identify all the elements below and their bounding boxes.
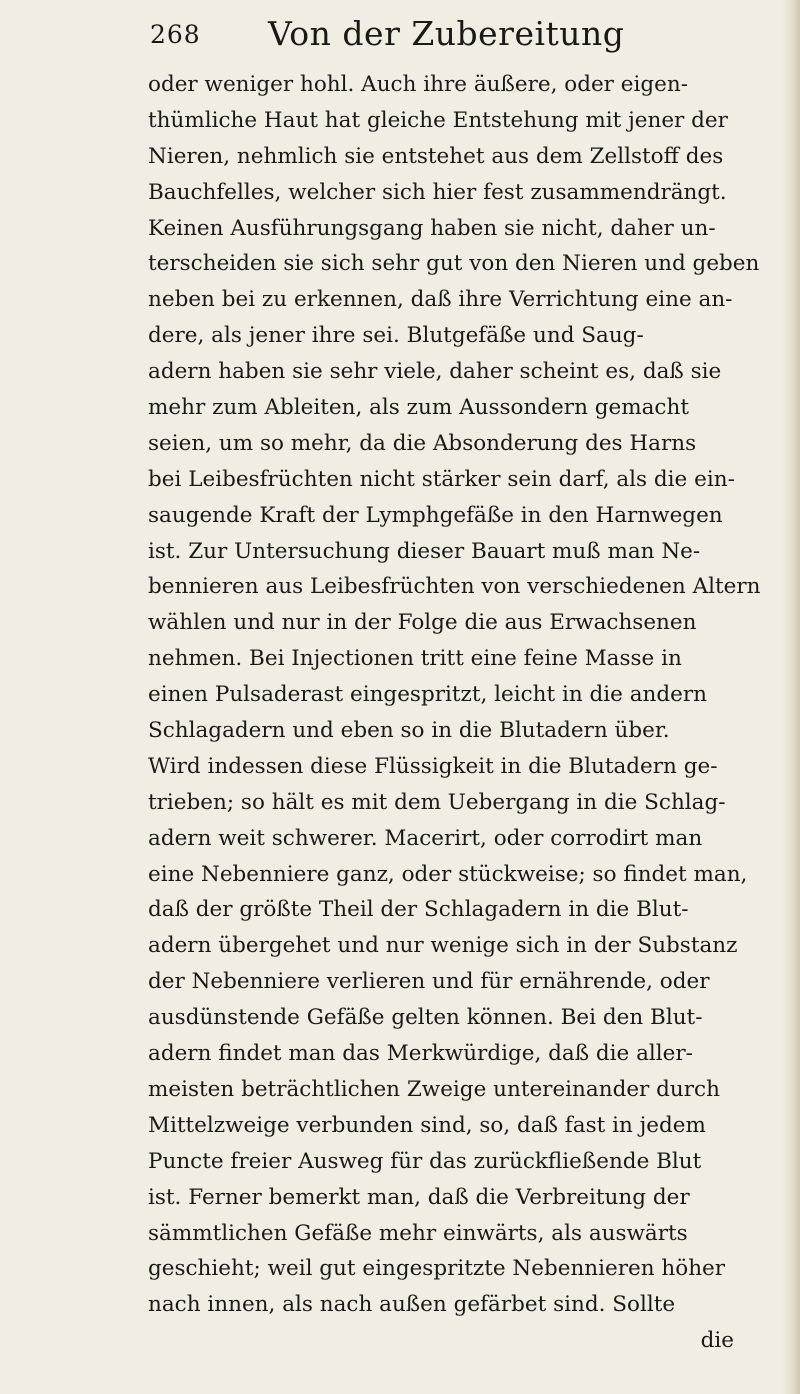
text-line: oder weniger hohl. Auch ihre äußere, oder eigen- [148,72,688,97]
text-line: mehr zum Ableiten, als zum Aussondern gemacht [148,395,689,421]
text-line: neben bei zu erkennen, daß ihre Verrichtung eine an- [148,287,733,313]
text-line: Keinen Ausführungsgang haben sie nicht, daher un- [148,215,716,241]
text-line: Schlagadern und eben so in die Blutadern über. [148,718,670,744]
text-line: bei Leibesfrüchten nicht stärker sein darf, als die ein- [148,466,735,492]
page-edge-shadow [782,0,800,1394]
text-line: ist. Ferner bemerkt man, daß die Verbreitung der [148,1184,690,1210]
text-line: adern findet man das Merkwürdige, daß die aller- [148,1041,693,1067]
text-line: trieben; so hält es mit dem Uebergang in die Schlag- [148,789,726,815]
text-line: nach innen, als nach außen gefärbet sind. Sollte [148,1292,676,1318]
text-line: nehmen. Bei Injectionen tritt eine feine Masse in [148,646,682,672]
running-head: Von der Zubereitung [268,14,625,53]
text-line: adern weit schwerer. Macerirt, oder corrodirt man [148,825,703,851]
text-line: Nieren, nehmlich sie entstehet aus dem Zellstoff des [148,143,724,169]
text-line: saugende Kraft der Lymphgefäße in den Harnwegen [148,502,723,528]
page-header [150,10,790,60]
text-line: sämmtlichen Gefäße mehr einwärts, als auswärts [148,1220,688,1246]
text-line: dere, als jener ihre sei. Blutgefäße und Saug- [148,323,644,349]
text-line: der Nebenniere verlieren und für ernährende, oder [148,969,710,995]
text-line: Wird indessen diese Flüssigkeit in die Blutadern ge- [148,753,718,779]
body-text [148,67,772,1359]
text-line: eine Nebenniere ganz, oder stückweise; so findet man, [148,861,748,887]
text-line: daß der größte Theil der Schlagadern in die Blut- [148,897,689,923]
catchword: die [700,1328,734,1354]
text-line: geschieht; weil gut eingespritzte Nebennieren höher [148,1256,726,1282]
text-line: wählen und nur in der Folge die aus Erwachsenen [148,610,697,636]
text-line: ausdünstende Gefäße gelten können. Bei den Blut- [148,1005,703,1031]
text-line: Mittelzweige verbunden sind, so, daß fast in jedem [148,1112,706,1138]
text-line: bennieren aus Leibesfrüchten von verschiedenen Altern [148,574,761,600]
text-line: seien, um so mehr, da die Absonderung des Harns [148,430,697,456]
text-line: ist. Zur Untersuchung dieser Bauart muß man Ne- [148,538,701,564]
text-line: Puncte freier Ausweg für das zurückfließende Blut [148,1148,702,1174]
text-line: adern übergehet und nur wenige sich in der Substanz [148,933,738,959]
text-line: einen Pulsaderast eingespritzt, leicht in die andern [148,682,708,708]
page-number: 268 [150,20,201,49]
text-line: meisten beträchtlichen Zweige untereinander durch [148,1076,720,1102]
text-line: thümliche Haut hat gleiche Entstehung mit jener der [148,107,728,133]
text-line: terscheiden sie sich sehr gut von den Nieren und geben [148,251,760,277]
text-line: Bauchfelles, welcher sich hier fest zusammendrängt. [148,179,727,205]
text-line: adern haben sie sehr viele, daher scheint es, daß sie [148,359,722,385]
